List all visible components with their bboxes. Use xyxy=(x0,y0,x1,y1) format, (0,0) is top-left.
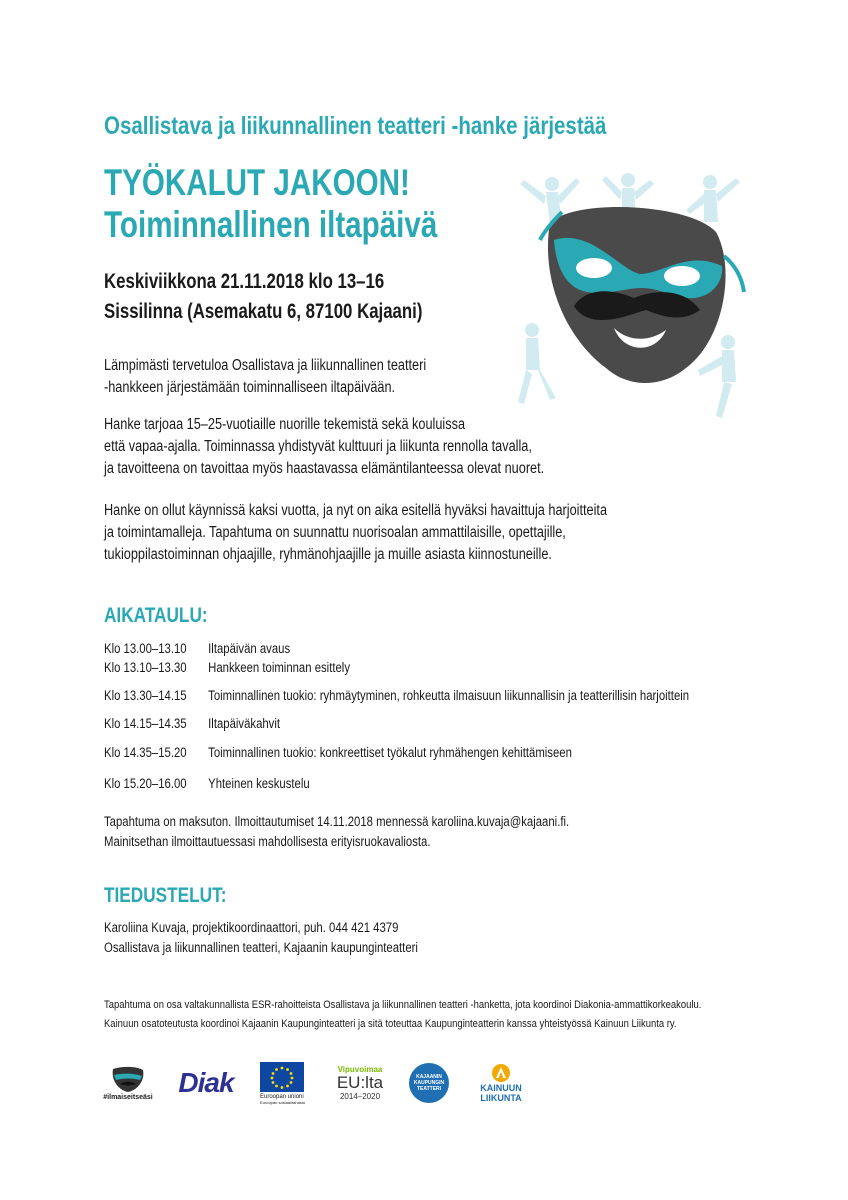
event-date: Keskiviikkona 21.11.2018 klo 13–16 xyxy=(104,270,385,293)
vipu-top: Vipuvoimaa xyxy=(337,1065,383,1074)
kaupunginteatteri-badge: KAJAANIN KAUPUNGIN TEATTERI xyxy=(409,1063,449,1103)
event-place: Sissilinna (Asemakatu 6, 87100 Kajaani) xyxy=(104,300,423,323)
ilmaiseitsesi-logo xyxy=(100,1058,156,1108)
diak-logo xyxy=(166,1058,246,1108)
vipu-mid: EU:lta xyxy=(336,1073,384,1092)
schedule-item: Iltapäivän avaus xyxy=(208,641,291,656)
contact-line: Karoliina Kuvaja, projektikoordinaattori, puh. 044 421 4379 xyxy=(104,920,399,935)
schedule-row xyxy=(104,660,350,675)
schedule-time: Klo 13.00–13.10 xyxy=(104,641,187,656)
footer-text xyxy=(104,996,701,1034)
intro-p3-line: Hanke on ollut käynnissä kaksi vuotta, ja nyt on aika esitellä hyväksi havaittuja harjoitteita xyxy=(104,502,608,519)
vipuvoimaa-logo xyxy=(330,1058,390,1108)
schedule-item: Yhteinen keskustelu xyxy=(208,776,310,791)
schedule-row xyxy=(104,776,310,791)
intro-p2-line: Hanke tarjoaa 15–25-vuotiaille nuorille tekemistä sekä kouluissa xyxy=(104,416,466,433)
contact-heading: TIEDUSTELUT: xyxy=(104,884,227,907)
ilmaise-label: #ilmaiseitseäsi xyxy=(103,1093,153,1101)
schedule-item: Toiminnallinen tuokio: konkreettiset työkalut ryhmähengen kehittämiseen xyxy=(208,745,572,760)
intro-p1-line: -hankkeen järjestämään toiminnalliseen iltapäivään. xyxy=(104,379,396,396)
kainuun-liikunta-logo xyxy=(466,1058,536,1108)
intro-paragraph-1 xyxy=(104,355,426,399)
registration-line: Tapahtuma on maksuton. Ilmoittautumiset 14.11.2018 mennessä karoliina.kuvaja@kajaani.fi. xyxy=(104,814,570,829)
schedule-row xyxy=(104,716,280,731)
event-kicker: Osallistava ja liikunnallinen teatteri -hanke järjestää xyxy=(104,112,607,140)
registration-line: Mainitsethan ilmoittautuessasi mahdollisesta erityisruokavaliosta. xyxy=(104,834,431,849)
eu-flag-icon xyxy=(260,1062,304,1092)
intro-p2-line: että vapaa-ajalla. Toiminnassa yhdistyvät kulttuuri ja liikunta rennolla tavalla, xyxy=(104,438,532,455)
theatre-mask-illustration xyxy=(510,170,750,430)
diak-wordmark: Diak xyxy=(178,1067,234,1098)
footer-line: Kainuun osatoteutusta koordinoi Kajaanin Kaupunginteatteri ja sitä toteuttaa Kaupunginteatterin kanssa yhteistyössä Kainuun Liikunta ry. xyxy=(104,1018,677,1030)
kaupunginteatteri-logo xyxy=(406,1058,452,1108)
schedule-item: Hankkeen toiminnan esittely xyxy=(208,660,350,675)
schedule-time: Klo 14.15–14.35 xyxy=(104,716,187,731)
schedule-item: Toiminnallinen tuokio: ryhmäytyminen, rohkeutta ilmaisuun liikunnallisin ja teatterillisin harjoittein xyxy=(208,688,690,703)
schedule-row xyxy=(104,641,290,656)
eu-sublabel: Euroopan sosiaalirahasto xyxy=(260,1099,306,1105)
intro-paragraph-3 xyxy=(104,500,607,566)
contact-line: Osallistava ja liikunnallinen teatteri, Kajaanin kaupunginteatteri xyxy=(104,940,418,955)
intro-p1-line: Lämpimästi tervetuloa Osallistava ja liikunnallinen teatteri xyxy=(104,357,427,374)
vipu-bottom: 2014–2020 xyxy=(339,1092,381,1101)
schedule-row xyxy=(104,745,572,760)
eu-label: Euroopan unioni xyxy=(260,1093,304,1100)
schedule-time: Klo 13.10–13.30 xyxy=(104,660,187,675)
contact-details xyxy=(104,918,418,958)
schedule-item: Iltapäiväkahvit xyxy=(208,716,281,731)
intro-p3-line: ja toimintamalleja. Tapahtuma on suunnattu nuorisoalan ammattilaisille, opettajille, xyxy=(104,524,566,541)
mask-logo-icon xyxy=(110,1066,146,1094)
registration-note xyxy=(104,812,569,852)
schedule-heading: AIKATAULU: xyxy=(104,604,208,627)
kainuun-label-1: KAINUUN xyxy=(480,1083,522,1093)
event-subtitle: Toiminnallinen iltapäivä xyxy=(104,204,438,245)
footer-line: Tapahtuma on osa valtakunnallista ESR-rahoitteista Osallistava ja liikunnallinen teatteri -hanketta, jota koordinoi Diakonia-ammattikorkeakoulu. xyxy=(104,999,702,1011)
intro-p2-line: ja tavoitteena on tavoittaa myös haastavassa elämäntilanteessa olevat nuoret. xyxy=(104,460,545,477)
intro-p3-line: tukioppilastoiminnan ohjaajille, ryhmänohjaajille ja muille asiasta kiinnostuneille. xyxy=(104,546,552,563)
schedule-time: Klo 15.20–16.00 xyxy=(104,776,187,791)
schedule-time: Klo 13.30–14.15 xyxy=(104,688,187,703)
event-title: TYÖKALUT JAKOON! xyxy=(104,162,410,203)
schedule-row xyxy=(104,688,689,703)
eu-logo xyxy=(260,1058,320,1108)
schedule-time: Klo 14.35–15.20 xyxy=(104,745,187,760)
kainuun-liikunta-icon xyxy=(491,1063,511,1083)
kainuun-label-2: LIIKUNTA xyxy=(480,1093,522,1103)
intro-paragraph-2 xyxy=(104,414,544,480)
